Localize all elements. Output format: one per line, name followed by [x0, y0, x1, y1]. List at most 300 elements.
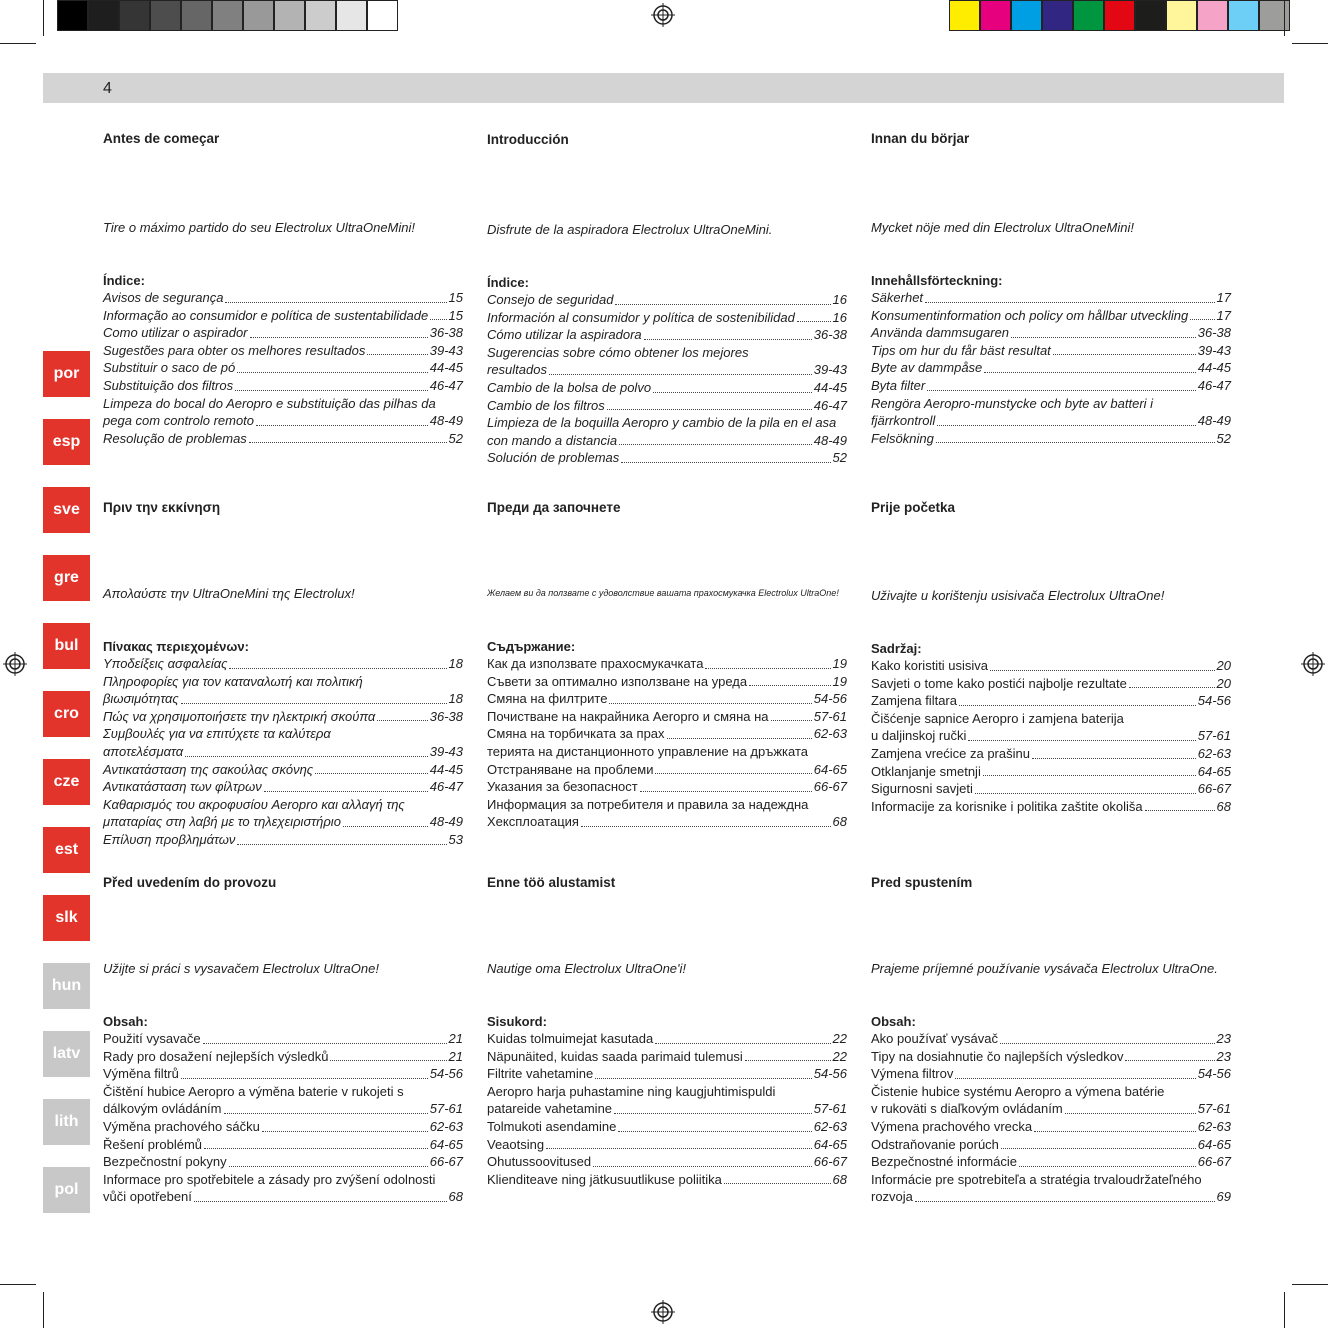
toc-entry [103, 1188, 463, 1206]
dot-leader [229, 1166, 428, 1167]
dot-leader [936, 442, 1215, 443]
toc-entry [871, 1100, 1231, 1118]
toc-entry-label: vůči opotřebení [103, 1189, 192, 1205]
toc-entry [871, 780, 1231, 798]
toc-list [103, 289, 463, 447]
toc-page-number: 57-61 [813, 1101, 847, 1117]
toc-entry-label: Filtrite vahetamine [487, 1066, 594, 1082]
toc-entry [871, 1188, 1231, 1206]
toc-entry [103, 655, 463, 673]
toc-page-number: 36-38 [429, 325, 463, 341]
toc-page-number: 44-45 [429, 360, 463, 376]
toc-entry-label: Substituir o saco de pó [103, 360, 236, 376]
toc-entry-label: Cambio de la bolsa de polvo [487, 379, 652, 395]
toc-page-number: 66-67 [813, 1154, 847, 1170]
toc-page-number: 48-49 [813, 432, 847, 448]
language-tab-gre[interactable]: gre [43, 555, 90, 601]
color-calibration-bar [949, 0, 1290, 31]
toc-entry [487, 361, 847, 379]
toc-title: Съдържание: [487, 639, 576, 654]
dot-leader [185, 756, 428, 757]
toc-entry-label: Ohutussoovitused [487, 1154, 592, 1170]
toc-page-number: 64-65 [1197, 763, 1231, 779]
toc-entry-label: Informação ao consumidor e política de sustentabilidade [103, 307, 429, 323]
toc-entry [871, 675, 1231, 693]
toc-entry [103, 743, 463, 761]
dot-leader [937, 425, 1195, 426]
color-swatch [88, 0, 119, 31]
toc-page-number: 36-38 [813, 327, 847, 343]
toc-entry [103, 412, 463, 430]
dot-leader [655, 773, 811, 774]
toc-entry-label: Výmena filtrov [871, 1066, 954, 1082]
toc-entry-line: терията на дистанционното управление на дръжката [487, 743, 809, 759]
toc-entry [871, 798, 1231, 816]
registration-mark-icon [651, 1300, 675, 1324]
toc-list [103, 1030, 463, 1206]
dot-leader [667, 738, 812, 739]
color-swatch [212, 0, 243, 31]
toc-page-number: 66-67 [813, 779, 847, 795]
toc-entry [103, 1136, 463, 1154]
toc-entry-label: Αντικατάσταση των φίλτρων [103, 779, 262, 795]
toc-page-number: 64-65 [1197, 1136, 1231, 1152]
toc-entry-label: Kuidas tolmuimejat kasutada [487, 1031, 654, 1046]
dot-leader [609, 703, 811, 704]
toc-page-number: 44-45 [813, 379, 847, 395]
toc-page-number: 68 [1216, 798, 1231, 814]
toc-page-number: 46-47 [429, 779, 463, 795]
toc-entry-label: dálkovým ovládáním [103, 1101, 222, 1117]
registration-mark-icon [1301, 652, 1325, 676]
toc-entry-label: Указания за безопасност [487, 779, 638, 795]
section-intro: Желаем ви да ползвате с удоволствие вашата прахосмукачка Electrolux UltraOne! [487, 588, 839, 598]
toc-entry [103, 359, 463, 377]
color-swatch [1197, 0, 1228, 31]
color-swatch [949, 0, 980, 31]
toc-entry [871, 1118, 1231, 1136]
toc-page-number: 62-63 [813, 726, 847, 742]
toc-page-number: 62-63 [429, 1118, 463, 1134]
toc-entry [103, 289, 463, 307]
toc-page-number: 54-56 [813, 1066, 847, 1082]
dot-leader [204, 1148, 428, 1149]
crop-mark [1292, 43, 1328, 44]
toc-entry [487, 761, 847, 779]
dot-leader [614, 1113, 812, 1114]
registration-mark-icon [3, 652, 27, 676]
toc-entry-label: con mando a distancia [487, 432, 618, 448]
toc-page-number: 44-45 [1197, 360, 1231, 376]
toc-entry-label: Výmena prachového vrecka [871, 1118, 1033, 1134]
dot-leader [749, 685, 830, 686]
toc-entry [487, 1048, 847, 1066]
toc-entry-label: Řešení problémů [103, 1136, 202, 1152]
language-tab-bul[interactable]: bul [43, 623, 90, 669]
toc-page-number: 54-56 [1197, 693, 1231, 709]
toc-page-number: 52 [448, 430, 463, 446]
header-bar [43, 73, 1284, 103]
toc-page-number: 52 [832, 450, 847, 466]
section-intro: Disfrute de la aspiradora Electrolux UltraOneMini. [487, 222, 773, 237]
toc-entry-label: Näpunäited, kuidas saada parimaid tulemusi [487, 1048, 743, 1064]
dot-leader [925, 302, 1214, 303]
toc-page-number: 19 [832, 656, 847, 671]
toc-page-number: 54-56 [1197, 1066, 1231, 1082]
language-tab-lith[interactable]: lith [43, 1099, 90, 1145]
toc-entry [103, 307, 463, 325]
toc-entry [487, 449, 847, 467]
dot-leader [581, 826, 831, 827]
toc-entry-line: Čištění hubice Aeropro a výměna baterie v rukojeti s [103, 1083, 404, 1099]
toc-entry-line: Čistenie hubice systému Aeropro a výmena batérie [871, 1083, 1165, 1099]
toc-page-number: 46-47 [429, 377, 463, 393]
section-heading: Преди да започнете [487, 500, 621, 515]
section-intro: Mycket nöje med din Electrolux UltraOneMini! [871, 220, 1134, 235]
section-intro: Nautige oma Electrolux UltraOne'i! [487, 961, 687, 976]
section-heading: Pred spustením [871, 875, 973, 890]
crop-mark [1292, 1284, 1328, 1285]
toc-page-number: 21 [448, 1031, 463, 1046]
toc-entry [871, 324, 1231, 342]
toc-entry-label: Savjeti o tome kako postići najbolje rezultate [871, 675, 1127, 691]
toc-entry-label: u daljinskoj ručki [871, 728, 967, 744]
language-tab-cro[interactable]: cro [43, 691, 90, 737]
toc-entry [871, 289, 1231, 307]
dot-leader [256, 425, 428, 426]
toc-entry-label: Kako koristiti usisiva [871, 658, 989, 673]
dot-leader [983, 775, 1196, 776]
toc-entry [103, 831, 463, 849]
color-swatch [1042, 0, 1073, 31]
toc-entry-label: Información al consumidor y política de sostenibilidad [487, 309, 795, 325]
color-swatch [1073, 0, 1104, 31]
dot-leader [367, 354, 427, 355]
dot-leader [797, 321, 831, 322]
dot-leader [915, 1201, 1215, 1202]
toc-entry [871, 727, 1231, 745]
dot-leader [203, 1043, 447, 1044]
toc-entry-label: Solución de problemas [487, 450, 620, 466]
toc-entry [871, 1153, 1231, 1171]
toc-entry-line: Informace pro spotřebitele a zásady pro zvýšení odolnosti [103, 1171, 436, 1187]
language-tab-hun[interactable]: hun [43, 963, 90, 1009]
section-intro: Tire o máximo partido do seu Electrolux UltraOneMini! [103, 220, 416, 235]
language-tab-slk[interactable]: slk [43, 895, 90, 941]
toc-entry [871, 1048, 1231, 1066]
toc-entry [487, 655, 847, 673]
color-swatch [1104, 0, 1135, 31]
toc-page-number: 39-43 [429, 342, 463, 358]
color-swatch [243, 0, 274, 31]
toc-page-number: 57-61 [1197, 728, 1231, 744]
toc-entry [487, 1030, 847, 1048]
toc-entry [487, 1136, 847, 1154]
crop-mark [43, 1292, 44, 1328]
toc-entry-label: fjärrkontroll [871, 413, 936, 429]
toc-entry-label: Använda dammsugaren [871, 325, 1010, 341]
toc-entry [871, 745, 1231, 763]
toc-page-number: 68 [832, 814, 847, 830]
toc-entry [871, 763, 1231, 781]
toc-entry-label: resultados [487, 362, 547, 378]
toc-entry-line: Sugerencias sobre cómo obtener los mejores [487, 344, 749, 360]
toc-entry [103, 1065, 463, 1083]
toc-entry [487, 725, 847, 743]
toc-page-number: 64-65 [429, 1136, 463, 1152]
toc-entry [103, 377, 463, 395]
dot-leader [224, 1113, 428, 1114]
toc-entry-line: Πληροφορίες για τον καταναλωτή και πολιτική [103, 673, 363, 689]
toc-title: Innehållsförteckning: [871, 273, 1003, 288]
toc-entry-label: Byta filter [871, 377, 926, 393]
color-swatch [119, 0, 150, 31]
toc-entry-label: βιωσιμότητας [103, 691, 179, 707]
color-swatch [367, 0, 398, 31]
toc-page-number: 54-56 [813, 691, 847, 707]
dot-leader [653, 392, 812, 393]
dot-leader [615, 304, 830, 305]
toc-entry-label: pega com controlo remoto [103, 413, 255, 429]
toc-page-number: 17 [1216, 290, 1231, 305]
toc-entry-label: Смяна на филтрите [487, 691, 608, 707]
dot-leader [249, 442, 447, 443]
color-swatch [1011, 0, 1042, 31]
dot-leader [1032, 758, 1196, 759]
dot-leader [1145, 810, 1215, 811]
dot-leader [1000, 1043, 1215, 1044]
toc-list [103, 655, 463, 849]
dot-leader [655, 1043, 830, 1044]
toc-page-number: 16 [832, 309, 847, 325]
color-swatch [1135, 0, 1166, 31]
toc-list [871, 657, 1231, 815]
toc-page-number: 64-65 [813, 761, 847, 777]
toc-page-number: 52 [1216, 430, 1231, 446]
language-tab-cze[interactable]: cze [43, 759, 90, 805]
toc-page-number: 15 [448, 307, 463, 323]
toc-page-number: 48-49 [429, 413, 463, 429]
dot-leader [264, 791, 428, 792]
color-swatch [150, 0, 181, 31]
dot-leader [640, 791, 812, 792]
toc-entry-label: Bezpečnostní pokyny [103, 1154, 227, 1170]
grayscale-calibration-bar [57, 0, 398, 31]
section-heading: Πριν την εκκίνηση [103, 500, 221, 515]
toc-entry-label: Výměna filtrů [103, 1066, 179, 1082]
toc-entry-label: Výměna prachového sáčku [103, 1118, 260, 1134]
dot-leader [595, 1078, 812, 1079]
dot-leader [621, 462, 830, 463]
toc-entry [487, 1100, 847, 1118]
toc-entry [871, 307, 1231, 325]
toc-page-number: 68 [832, 1171, 847, 1187]
color-swatch [980, 0, 1011, 31]
toc-entry [487, 309, 847, 327]
toc-entry [871, 1065, 1231, 1083]
dot-leader [955, 1078, 1195, 1079]
toc-entry-label: Substituição dos filtros [103, 377, 234, 393]
toc-page-number: 46-47 [813, 397, 847, 413]
toc-entry-line: Καθαρισμός του ακροφυσίου Aeropro και αλλαγή της [103, 796, 405, 812]
toc-entry-label: patareide vahetamine [487, 1101, 613, 1117]
language-tab-est[interactable]: est [43, 827, 90, 873]
toc-page-number: 20 [1216, 658, 1231, 673]
dot-leader [968, 740, 1195, 741]
toc-entry [487, 432, 847, 450]
crop-mark [43, 0, 44, 36]
dot-leader [927, 390, 1196, 391]
dot-leader [225, 302, 446, 303]
language-tab-pol[interactable]: pol [43, 1167, 90, 1213]
dot-leader [181, 703, 447, 704]
dot-leader [1034, 1131, 1196, 1132]
toc-page-number: 21 [448, 1048, 463, 1064]
toc-entry-label: Resolução de problemas [103, 430, 247, 446]
toc-page-number: 48-49 [429, 814, 463, 830]
dot-leader [315, 773, 428, 774]
dot-leader [1125, 1060, 1214, 1061]
toc-entry [103, 708, 463, 726]
toc-page-number: 18 [448, 656, 463, 671]
toc-entry-label: Почистване на накрайника Aeropro и смяна на [487, 708, 769, 724]
toc-page-number: 22 [832, 1048, 847, 1064]
toc-page-number: 57-61 [1197, 1101, 1231, 1117]
toc-entry-line: Rengöra Aeropro-munstycke och byte av batteri i [871, 395, 1154, 411]
toc-title: Πίνακας περιεχομένων: [103, 639, 249, 654]
toc-entry [103, 761, 463, 779]
toc-page-number: 22 [832, 1031, 847, 1046]
color-swatch [57, 0, 88, 31]
toc-entry-label: Πώς να χρησιμοποιήσετε την ηλεκτρική σκούπα [103, 708, 376, 724]
section-intro: Απολαύστε την UltraOneMini της Electrolux! [103, 586, 355, 601]
dot-leader [1190, 319, 1214, 320]
toc-entry-label: Felsökning [871, 430, 934, 446]
toc-entry-label: Klienditeave ning jätkusuutlikuse poliitika [487, 1171, 722, 1187]
crop-mark [1284, 0, 1285, 36]
toc-entry-label: Υποδείξεις ασφαλείας [103, 656, 228, 671]
toc-entry [871, 377, 1231, 395]
dot-leader [1065, 1113, 1196, 1114]
toc-entry-label: Sigurnosni savjeti [871, 781, 973, 797]
dot-leader [705, 668, 830, 669]
toc-entry-line: Limpieza de la boquilla Aeropro y cambio de la pila en el asa [487, 415, 837, 431]
language-tab-sve[interactable]: sve [43, 487, 90, 533]
dot-leader [1011, 337, 1196, 338]
toc-page-number: 16 [832, 292, 847, 307]
toc-entry-label: Byte av dammpåse [871, 360, 983, 376]
dot-leader [330, 1060, 446, 1061]
section-intro: Užijte si práci s vysavačem Electrolux UltraOne! [103, 961, 379, 976]
toc-title: Sadržaj: [871, 641, 922, 656]
language-tab-por[interactable]: por [43, 351, 90, 397]
toc-title: Índice: [103, 273, 145, 288]
toc-entry-label: Veaotsing [487, 1136, 545, 1152]
toc-page-number: 15 [448, 290, 463, 305]
crop-mark [0, 43, 36, 44]
toc-page-number: 23 [1216, 1048, 1231, 1064]
toc-page-number: 17 [1216, 307, 1231, 323]
toc-entry [487, 397, 847, 415]
toc-page-number: 36-38 [1197, 325, 1231, 341]
toc-entry-label: Αντικατάσταση της σακούλας σκόνης [103, 761, 314, 777]
toc-entry-line: Информация за потребителя и правила за надеждна [487, 796, 809, 812]
dot-leader [237, 372, 428, 373]
toc-title: Índice: [487, 275, 529, 290]
toc-page-number: 39-43 [1197, 342, 1231, 358]
section-heading: Před uvedením do provozu [103, 875, 277, 890]
toc-title: Obsah: [871, 1014, 916, 1029]
dot-leader [990, 670, 1214, 671]
toc-page-number: 66-67 [1197, 1154, 1231, 1170]
section-heading: Prije početka [871, 500, 956, 515]
toc-entry [487, 673, 847, 691]
dot-leader [343, 826, 428, 827]
toc-entry-label: Zamjena filtara [871, 693, 957, 709]
toc-entry-label: Rady pro dosažení nejlepších výsledků [103, 1048, 329, 1064]
toc-entry [871, 430, 1231, 448]
section-heading: Antes de começar [103, 131, 220, 146]
toc-entry-label: αποτελέσματα [103, 743, 184, 759]
toc-page-number: 20 [1216, 675, 1231, 691]
toc-page-number: 54-56 [429, 1066, 463, 1082]
toc-entry-label: Informacije za korisnike i politika zaštite okoliša [871, 798, 1143, 814]
toc-list [871, 289, 1231, 447]
dot-leader [724, 1183, 831, 1184]
color-swatch [305, 0, 336, 31]
toc-page-number: 69 [1216, 1189, 1231, 1205]
crop-mark [0, 1284, 36, 1285]
toc-entry [487, 813, 847, 831]
toc-entry [871, 1136, 1231, 1154]
color-swatch [181, 0, 212, 31]
toc-entry-label: v rukoväti s diaľkovým ovládaním [871, 1101, 1063, 1117]
toc-page-number: 57-61 [429, 1101, 463, 1117]
dot-leader [235, 390, 428, 391]
toc-page-number: 57-61 [813, 708, 847, 724]
toc-entry [103, 813, 463, 831]
toc-entry-label: Bezpečnostné informácie [871, 1154, 1017, 1170]
dot-leader [1129, 687, 1215, 688]
toc-entry [103, 778, 463, 796]
toc-entry [871, 1030, 1231, 1048]
toc-entry-label: Ako používať vysávač [871, 1031, 998, 1046]
toc-page-number: 44-45 [429, 761, 463, 777]
toc-page-number: 23 [1216, 1031, 1231, 1046]
toc-entry [487, 1171, 847, 1189]
registration-mark-icon [651, 3, 675, 27]
toc-page-number: 48-49 [1197, 413, 1231, 429]
toc-list [487, 655, 847, 831]
toc-page-number: 19 [832, 673, 847, 689]
dot-leader [984, 372, 1195, 373]
dot-leader [607, 409, 812, 410]
toc-page-number: 68 [448, 1189, 463, 1205]
toc-list [487, 291, 847, 467]
toc-entry-line: Συμβουλές για να επιτύχετε τα καλύτερα [103, 726, 331, 742]
toc-entry [871, 342, 1231, 360]
toc-entry-label: Отстраняване на проблеми [487, 761, 654, 777]
dot-leader [546, 1148, 812, 1149]
toc-entry [487, 1153, 847, 1171]
toc-entry [103, 1030, 463, 1048]
toc-entry [871, 692, 1231, 710]
language-tab-latv[interactable]: latv [43, 1031, 90, 1077]
toc-entry-label: Как да използвате прахосмукачката [487, 656, 704, 671]
language-tab-esp[interactable]: esp [43, 419, 90, 465]
toc-page-number: 62-63 [1197, 1118, 1231, 1134]
toc-entry [487, 1118, 847, 1136]
